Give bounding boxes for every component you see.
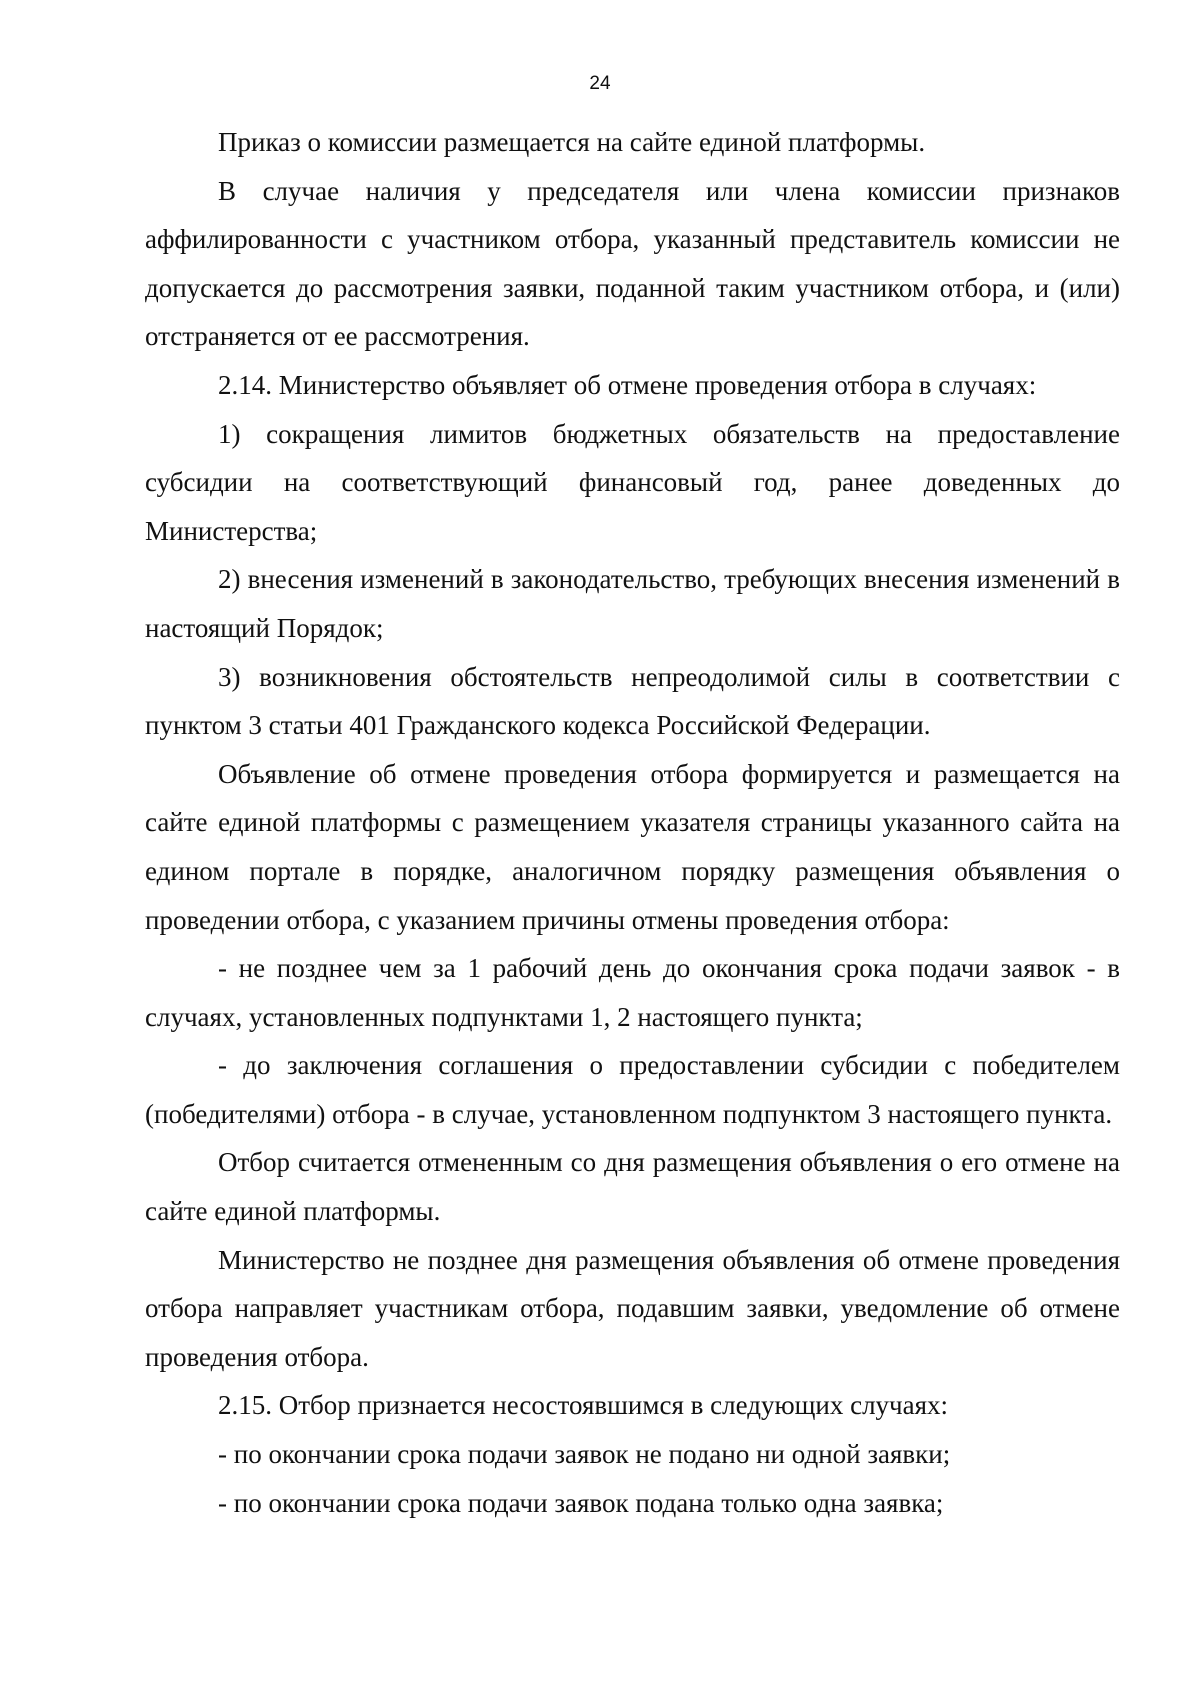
paragraph-cancellation-announcement: Объявление об отмене проведения отбора формируется и размещается на сайте единой платформы с размещением указателя страницы указанного сайта на едином портале в порядке, аналогичном порядку размещения объявления о проведении отбора, с указанием причины отмены проведения отбора: <box>145 758 1120 935</box>
list-item-budget-limits: 1) сокращения лимитов бюджетных обязательств на предоставление субсидии на соответствующий финансовый год, ранее доведенных до Министерства; <box>145 418 1120 546</box>
paragraph-cancelled-from-date: Отбор считается отмененным со дня размещения объявления о его отмене на сайте единой платформы. <box>145 1147 1120 1227</box>
paragraph-commission-order: Приказ о комиссии размещается на сайте единой платформы. <box>218 127 926 157</box>
list-item-force-majeure: 3) возникновения обстоятельств непреодолимой силы в соответствии с пунктом 3 статьи 401 Гражданского кодекса Российской Федерации. <box>145 661 1120 741</box>
list-item-deadline-one-day: - не позднее чем за 1 рабочий день до окончания срока подачи заявок - в случаях, установленных подпунктами 1, 2 настоящего пункта; <box>145 953 1120 1032</box>
paragraph-affiliation: В случае наличия у председателя или члена комиссии признаков аффилированности с участником отбора, указанный представитель комиссии не допускается до рассмотрения заявки, поданной таким участником отбора, и (или) отстраняется от ее рассмотрения. <box>145 175 1120 352</box>
paragraph-notification: Министерство не позднее дня размещения объявления об отмене проведения отбора направляет участникам отбора, подавшим заявки, уведомление об отмене проведения отбора. <box>145 1244 1120 1372</box>
list-item-no-applications: - по окончании срока подачи заявок не подано ни одной заявки; <box>218 1439 951 1470</box>
list-item-one-application: - по окончании срока подачи заявок подана только одна заявка; <box>218 1487 944 1518</box>
list-item-legislation-changes: 2) внесения изменений в законодательство, требующих внесения изменений в настоящий Порядок; <box>145 564 1120 643</box>
document-body <box>145 118 1120 1527</box>
paragraph-2-14-heading: 2.14. Министерство объявляет об отмене проведения отбора в случаях: <box>218 369 1037 400</box>
page-number: 24 <box>589 73 611 94</box>
paragraph-2-15-heading: 2.15. Отбор признается несостоявшимся в следующих случаях: <box>218 1390 949 1421</box>
list-item-before-agreement: - до заключения соглашения о предоставлении субсидии с победителем (победителями) отбора - в случае, установленном подпунктом 3 настоящего пункта. <box>145 1050 1120 1129</box>
